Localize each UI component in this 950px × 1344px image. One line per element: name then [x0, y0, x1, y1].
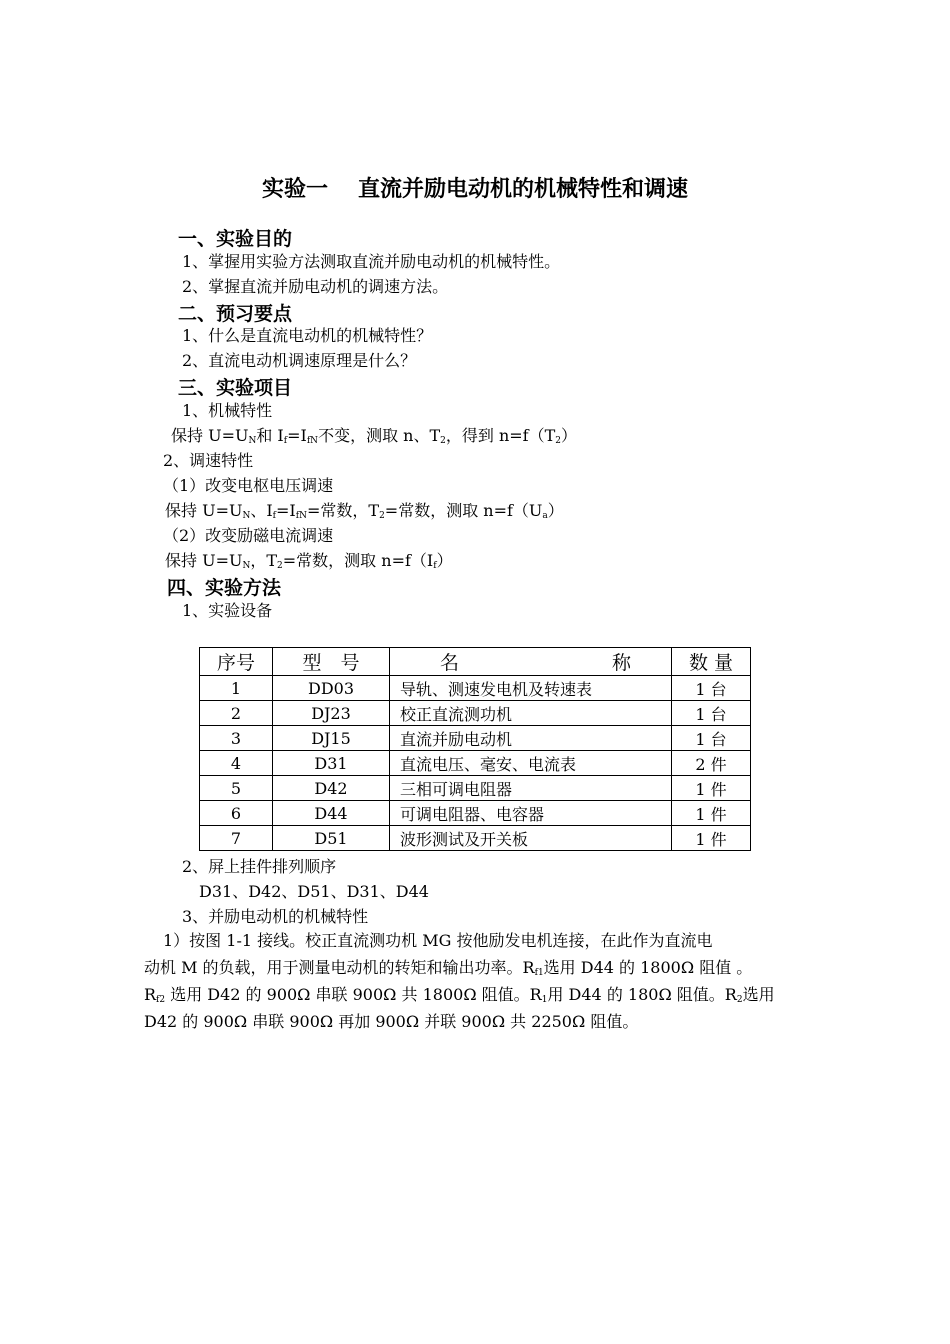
sec3-condition-3: 保持 $U=U_N$，$T_2=$常数，测取 $n=f(I_f)$ — [165, 551, 453, 571]
para-line-2: 动机 M 的负载，用于测量电动机的转矩和输出功率。$R_{f1}$选用 D44 的 1800Ω 阻值 。 — [144, 958, 753, 978]
cell-name: 直流并励电动机 — [390, 726, 672, 751]
cell-qty: 1 台 — [672, 676, 751, 701]
sec1-heading: 一、实验目的 — [178, 228, 293, 250]
equipment-table — [199, 647, 751, 851]
header-name: 名 称 — [390, 648, 672, 676]
table-row — [200, 676, 751, 701]
sec2-item-1: 1、什么是直流电动机的机械特性？ — [182, 326, 433, 345]
cell-qty: 1 件 — [672, 826, 751, 851]
sec3-item-2: 2、调速特性 — [163, 451, 254, 470]
cell-qty: 1 台 — [672, 701, 751, 726]
header-model: 型 号 — [273, 648, 390, 676]
sec1-item-2: 2、掌握直流并励电动机的调速方法。 — [182, 277, 449, 296]
sec3-condition-1: 保持 $U=U_N$和 $I_f=I_{fN}$不变，测取 n、$T_2$，得到 $n=f(T_2)$ — [171, 426, 578, 446]
table-row — [200, 751, 751, 776]
para-line-4: D42 的 900Ω 串联 900Ω 再加 900Ω 并联 900Ω 共 2250Ω 阻值。 — [144, 1012, 639, 1031]
cell-no: 3 — [200, 726, 273, 751]
title-part1: 实验一 — [261, 177, 328, 202]
cell-no: 2 — [200, 701, 273, 726]
cell-no: 7 — [200, 826, 273, 851]
cell-no: 6 — [200, 801, 273, 826]
sec4-item-3: 3、并励电动机的机械特性 — [182, 907, 369, 926]
cell-model: DJ23 — [273, 701, 390, 726]
cell-name: 校正直流测功机 — [390, 701, 672, 726]
sec2-item-2: 2、直流电动机调速原理是什么？ — [182, 351, 417, 370]
cell-name: 直流电压、毫安、电流表 — [390, 751, 672, 776]
cell-name: 导轨、测速发电机及转速表 — [390, 676, 672, 701]
sec4-item-1: 1、实验设备 — [182, 601, 273, 620]
cell-name: 可调电阻器、电容器 — [390, 801, 672, 826]
sec3-sub-2: （2）改变励磁电流调速 — [163, 526, 334, 545]
para-line-1: 1）按图 1-1 接线。校正直流测功机 MG 按他励发电机连接，在此作为直流电 — [163, 931, 713, 950]
cell-model: D51 — [273, 826, 390, 851]
cell-no: 4 — [200, 751, 273, 776]
table-row — [200, 726, 751, 751]
cell-qty: 1 台 — [672, 726, 751, 751]
table-row — [200, 776, 751, 801]
sec2-heading: 二、预习要点 — [178, 303, 293, 325]
header-qty: 数 量 — [672, 648, 751, 676]
sec3-condition-2: 保持 $U=U_N$、$I_f=I_{fN}=$常数，$T_2=$常数，测取 $n=f(U_a)$ — [165, 501, 564, 521]
cell-model: D42 — [273, 776, 390, 801]
cell-name: 三相可调电阻器 — [390, 776, 672, 801]
cell-qty: 1 件 — [672, 776, 751, 801]
table-row — [200, 701, 751, 726]
cell-qty: 1 件 — [672, 801, 751, 826]
sec3-item-1: 1、机械特性 — [182, 401, 273, 420]
table-row — [200, 801, 751, 826]
cell-model: D31 — [273, 751, 390, 776]
sec4-heading: 四、实验方法 — [167, 577, 282, 599]
page-title — [0, 172, 950, 203]
sec3-sub-1: （1）改变电枢电压调速 — [163, 476, 334, 495]
sec3-heading: 三、实验项目 — [178, 377, 293, 399]
panel-order: D31、D42、D51、D31、D44 — [199, 882, 429, 901]
para-line-3: $R_{f2}$ 选用 D42 的 900Ω 串联 900Ω 共 1800Ω 阻值。$R_1$用 D44 的 180Ω 阻值。$R_2$选用 — [144, 985, 775, 1005]
cell-no: 1 — [200, 676, 273, 701]
cell-no: 5 — [200, 776, 273, 801]
sec4-item-2: 2、屏上挂件排列顺序 — [182, 857, 337, 876]
header-no: 序号 — [200, 648, 273, 676]
cell-name: 波形测试及开关板 — [390, 826, 672, 851]
table-header-row — [200, 648, 751, 676]
cell-model: DD03 — [273, 676, 390, 701]
sec1-item-1: 1、掌握用实验方法测取直流并励电动机的机械特性。 — [182, 252, 561, 271]
cell-qty: 2 件 — [672, 751, 751, 776]
title-part2: 直流并励电动机的机械特性和调速 — [358, 177, 689, 202]
cell-model: DJ15 — [273, 726, 390, 751]
cell-model: D44 — [273, 801, 390, 826]
table-row — [200, 826, 751, 851]
